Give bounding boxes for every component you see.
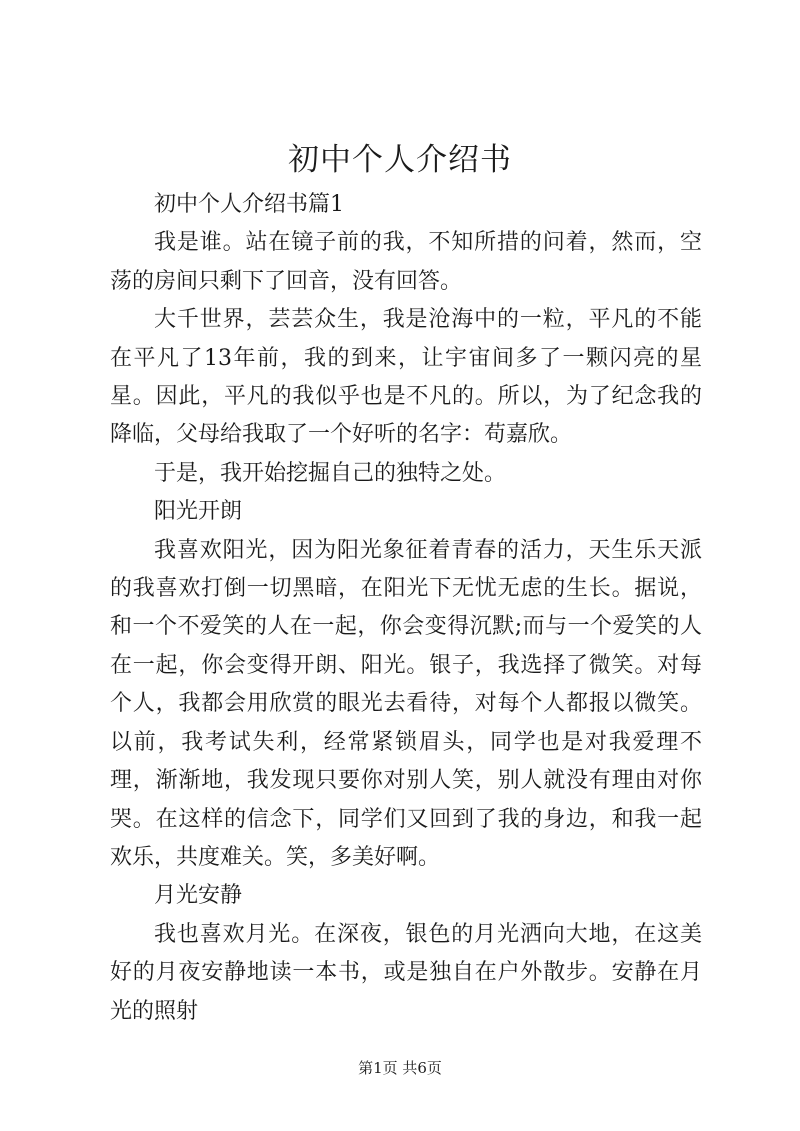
paragraph: 于是，我开始挖掘自己的独特之处。 [154, 460, 507, 486]
paragraph: 大千世界，芸芸众生，我是沧海中的一粒，平凡的不能在平凡了13年前，我的到来，让宇宙间多了一颗闪亮的星星。因此，平凡的我似乎也是不凡的。所以，为了纪念我的降临，父母给我取了一个好听的名字：苟嘉欣。 [110, 307, 702, 448]
subheading: 月光安静 [154, 883, 243, 909]
section-heading: 初中个人介绍书篇1 [154, 192, 344, 217]
document-body [110, 186, 702, 1031]
subheading: 阳光开朗 [154, 499, 243, 525]
page-footer: 第1页 共6页 [358, 1059, 442, 1077]
document-title: 初中个人介绍书 [288, 142, 512, 178]
paragraph: 我是谁。站在镜子前的我，不知所措的问着，然而，空荡的房间只剩下了回音，没有回答。 [110, 230, 702, 294]
paragraph: 我喜欢阳光，因为阳光象征着青春的活力，天生乐天派的我喜欢打倒一切黑暗，在阳光下无忧无虑的生长。据说，和一个不爱笑的人在一起，你会变得沉默;而与一个爱笑的人在一起，你会变得开朗、阳光。银子，我选择了微笑。对每个人，我都会用欣赏的眼光去看待，对每个人都报以微笑。以前，我考试失利，经常紧锁眉头，同学也是对我爱理不理，渐渐地，我发现只要你对别人笑，别人就没有理由对你哭。在这样的信念下，同学们又回到了我的身边，和我一起欢乐，共度难关。笑，多美好啊。 [110, 537, 702, 870]
paragraph: 我也喜欢月光。在深夜，银色的月光洒向大地，在这美好的月夜安静地读一本书，或是独自在户外散步。安静在月光的照射 [110, 921, 702, 1024]
